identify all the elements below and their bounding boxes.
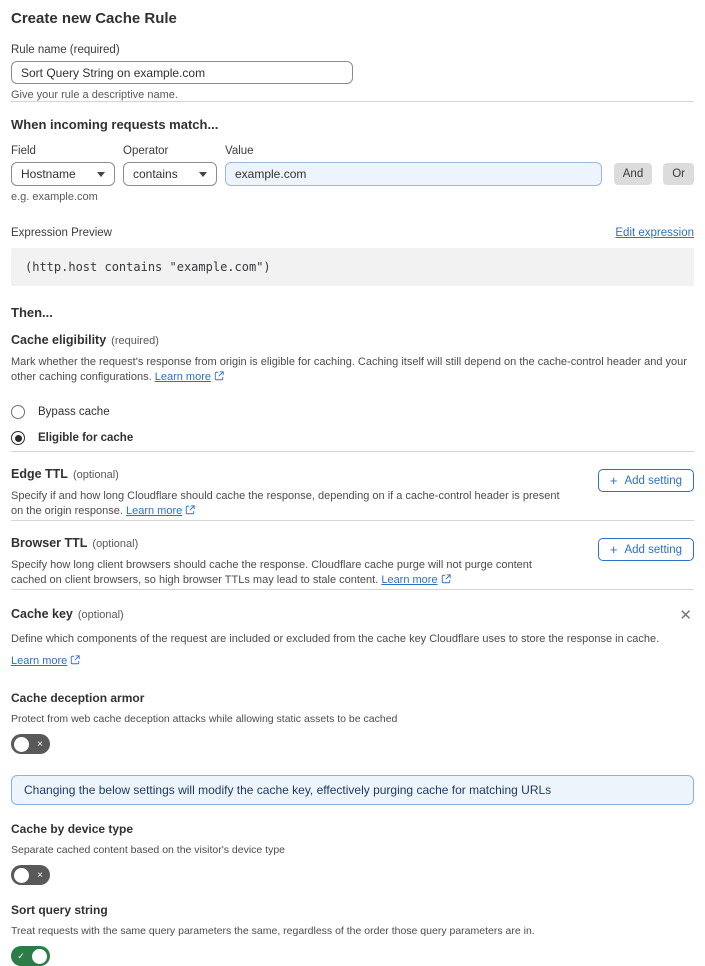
external-link-icon <box>70 652 80 670</box>
browser-ttl-add-setting-button[interactable] <box>598 538 694 561</box>
optional-badge: (optional) <box>77 609 124 621</box>
cache-deception-armor-description: Protect from web cache deception attacks while allowing static assets to be cached <box>11 713 398 725</box>
learn-more-link[interactable]: Learn more <box>11 655 68 667</box>
radio-label: Eligible for cache <box>38 432 134 444</box>
value-column <box>225 145 602 186</box>
learn-more-link[interactable]: Learn more <box>125 505 183 517</box>
browser-ttl-text <box>11 536 567 589</box>
cache-deception-armor-title: Cache deception armor <box>11 691 145 705</box>
sort-query-string-setting <box>11 903 694 966</box>
external-link-icon <box>214 371 224 386</box>
browser-ttl-description <box>11 558 567 589</box>
edge-ttl-description-text: Specify if and how long Cloudflare should cache the response, depending on if a cache-control header is present on the origin response. <box>11 490 560 517</box>
add-setting-label: Add setting <box>624 474 682 487</box>
cache-key-description: Define which components of the request are included or excluded from the cache key Cloudflare uses to store the response in cache. <box>11 633 660 645</box>
radio-icon <box>11 405 25 419</box>
cache-eligibility-radio-group <box>11 399 694 451</box>
expression-builder-row <box>11 145 694 186</box>
value-label: Value <box>225 145 254 157</box>
rule-name-input[interactable] <box>11 61 353 84</box>
learn-more-link[interactable]: Learn more <box>154 371 211 383</box>
rule-name-section <box>11 44 694 101</box>
edge-ttl-add-setting-button[interactable] <box>598 469 694 492</box>
optional-badge: (optional) <box>92 538 139 550</box>
plus-icon: + <box>609 542 618 557</box>
page-title: Create new Cache Rule <box>11 10 177 27</box>
rule-name-helper: Give your rule a descriptive name. <box>11 89 178 101</box>
divider <box>11 520 694 521</box>
cache-key-header <box>11 607 694 625</box>
toggle-state-icon <box>33 870 47 881</box>
plus-icon: + <box>609 473 618 488</box>
value-helper: e.g. example.com <box>11 191 98 203</box>
operator-column <box>123 145 217 186</box>
chevron-down-icon <box>97 172 105 177</box>
cache-eligibility-title: Cache eligibility <box>11 333 107 347</box>
edge-ttl-text <box>11 467 567 520</box>
cache-eligibility-description-text: Mark whether the request's response from origin is eligible for caching. Caching itself will still depend on the cache-control header and your other caching configurations. <box>11 356 687 383</box>
cache-by-device-type-description: Separate cached content based on the visitor's device type <box>11 844 286 856</box>
sort-query-string-toggle[interactable] <box>11 946 50 966</box>
operator-select-value: contains <box>133 167 178 181</box>
rule-name-label: Rule name (required) <box>11 44 120 56</box>
cache-eligibility-title-row <box>11 333 694 347</box>
divider <box>11 451 694 452</box>
edge-ttl-title: Edge TTL <box>11 467 68 481</box>
and-button[interactable]: And <box>614 163 652 185</box>
cache-eligibility-section <box>11 333 694 451</box>
edge-ttl-description <box>11 489 567 520</box>
cache-key-warning-banner: Changing the below settings will modify the cache key, effectively purging cache for matching URLs <box>11 775 694 805</box>
cache-by-device-type-title: Cache by device type <box>11 822 134 836</box>
cache-key-section <box>11 607 694 966</box>
cache-by-device-type-toggle[interactable] <box>11 865 50 885</box>
toggle-state-icon <box>33 739 47 750</box>
field-select-value: Hostname <box>21 167 76 181</box>
external-link-icon <box>185 505 195 520</box>
sort-query-string-description: Treat requests with the same query parameters the same, regardless of the order those query parameters are in. <box>11 925 535 937</box>
match-heading: When incoming requests match... <box>11 117 219 132</box>
radio-bypass-cache[interactable] <box>11 399 694 425</box>
operator-label: Operator <box>123 145 169 157</box>
field-column <box>11 145 115 186</box>
toggle-knob <box>14 868 29 883</box>
cache-by-device-type-setting <box>11 822 694 885</box>
field-select[interactable] <box>11 162 115 186</box>
radio-eligible-for-cache[interactable] <box>11 425 694 451</box>
sort-query-string-title: Sort query string <box>11 903 108 917</box>
value-input[interactable] <box>225 162 602 186</box>
required-badge: (required) <box>111 335 159 347</box>
learn-more-link[interactable]: Learn more <box>381 574 438 586</box>
edit-expression-link[interactable]: Edit expression <box>615 227 694 239</box>
close-icon[interactable]: ✕ <box>679 607 692 624</box>
toggle-knob <box>32 949 47 964</box>
browser-ttl-title: Browser TTL <box>11 536 88 550</box>
or-button[interactable]: Or <box>663 163 694 185</box>
radio-icon <box>11 431 25 445</box>
external-link-icon <box>441 574 451 589</box>
operator-select[interactable] <box>123 162 217 186</box>
andor-buttons <box>614 163 694 186</box>
browser-ttl-section <box>11 536 694 589</box>
expression-preview-row <box>11 227 694 239</box>
optional-badge: (optional) <box>72 469 119 481</box>
field-label: Field <box>11 145 36 157</box>
cache-deception-armor-toggle[interactable] <box>11 734 50 754</box>
toggle-knob <box>14 737 29 752</box>
browser-ttl-description-text: Specify how long client browsers should cache the response. Cloudflare cache purge will not purge content cached on client browsers, so high browser TTLs may lead to stale content. <box>11 559 532 586</box>
radio-label: Bypass cache <box>38 406 110 418</box>
chevron-down-icon <box>199 172 207 177</box>
edge-ttl-section <box>11 467 694 520</box>
divider <box>11 589 694 590</box>
toggle-state-icon <box>14 951 28 962</box>
cache-eligibility-description <box>11 355 694 386</box>
divider <box>11 101 694 102</box>
expression-preview-code: (http.host contains "example.com") <box>11 248 694 286</box>
cache-key-title: Cache key <box>11 607 73 621</box>
then-heading: Then... <box>11 305 53 320</box>
add-setting-label: Add setting <box>624 543 682 556</box>
cache-key-learn-more <box>11 651 694 670</box>
expression-preview-label: Expression Preview <box>11 227 112 239</box>
cache-deception-armor-setting <box>11 691 694 754</box>
